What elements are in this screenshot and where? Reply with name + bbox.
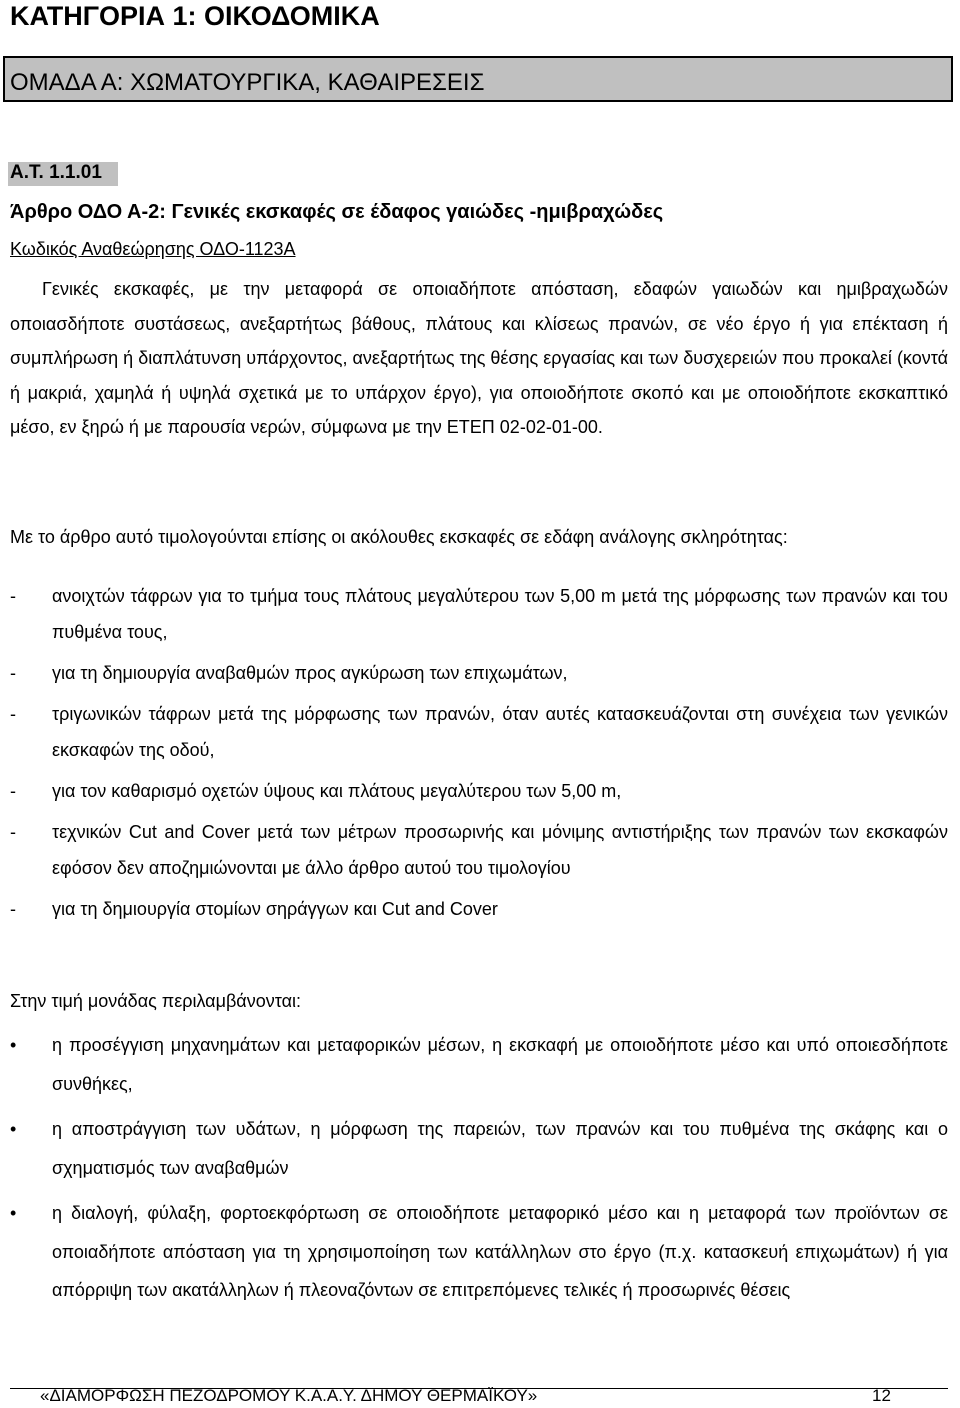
list-item bbox=[0, 773, 948, 809]
bullet-icon: • bbox=[10, 1119, 17, 1139]
list-item-text: ανοιχτών τάφρων για το τμήμα τους πλάτους μεγαλύτερου των 5,00 m μετά της μόρφωσης των πρανών και του πυθμένα τους, bbox=[52, 586, 948, 642]
list-item bbox=[0, 578, 948, 650]
group-title: ΟΜΑΔΑ Α: ΧΩΜΑΤΟΥΡΓΙΚΑ, ΚΑΘΑΙΡΕΣΕΙΣ bbox=[10, 69, 485, 96]
article-description: Γενικές εκσκαφές, με την μεταφορά σε οποιαδήποτε απόσταση, εδαφών γαιωδών και ημιβραχωδών οποιασδήποτε συστάσεως, ανεξαρτήτως βάθους, πλάτους και κλίσεως πρανών, σε νέο έργο ή για επέκταση ή συμπλήρωση ή διαπλάτυνση υπάρχοντος, ανεξαρτήτως της θέσης εργασίας και των δυσχερειών που προκαλεί (κοντά ή μακριά, χαμηλά ή υψηλά σχετικά με το υπάρχον έργο), για οποιοδήποτε σκοπό και με οποιοδήποτε εκσκαπτικό μέσο, εν ξηρώ ή με παρουσία νερών, σύμφωνα με την ΕΤΕΠ 02-02-01-00. bbox=[10, 279, 948, 437]
dash-marker: - bbox=[10, 781, 16, 801]
list-item-text: για τη δημιουργία αναβαθμών προς αγκύρωση των επιχωμάτων, bbox=[52, 663, 568, 683]
bullet-icon: • bbox=[10, 1203, 17, 1223]
bullet-list bbox=[0, 1026, 960, 1317]
revision-code: Κωδικός Αναθεώρησης ΟΔΟ-1123Α bbox=[10, 239, 296, 259]
page-number: 12 bbox=[872, 1386, 891, 1405]
footer-text: «ΔΙΑΜΟΡΦΩΣΗ ΠΕΖΟΔΡΟΜΟΥ Κ.Α.Α.Υ. ΔΗΜΟΥ ΘΕΡΜΑΪΚΟΥ» bbox=[40, 1386, 538, 1405]
list-item-text: η αποστράγγιση των υδάτων, η μόρφωση της παρειών, των πρανών και του πυθμένα της σκάφης και ο σχηματισμός των αναβαθμών bbox=[52, 1119, 948, 1178]
list-item-text: η προσέγγιση μηχανημάτων και μεταφορικών μέσων, η εκσκαφή με οποιοδήποτε μέσο και υπό οποιεσδήποτε συνθήκες, bbox=[52, 1035, 948, 1094]
list-item bbox=[0, 891, 948, 927]
dash-marker: - bbox=[10, 704, 16, 724]
list-item-text: η διαλογή, φύλαξη, φορτοεκφόρτωση σε οποιοδήποτε μεταφορικό μέσο και η μεταφορά των προϊόντων σε οποιαδήποτε απόσταση για τη χρησιμοποίηση των κατάλληλων στο έργο (π.χ. κατασκευή επιχωμάτων) ή για απόρριψη των ακατάλληλων ή πλεοναζόντων σε επιτρεπόμενες τελικές ή προσωρινές θέσεις bbox=[52, 1203, 948, 1300]
list-item-text: για τη δημιουργία στομίων σηράγγων και Cut and Cover bbox=[52, 899, 498, 919]
list-item-text: για τον καθαρισμό οχετών ύψους και πλάτους μεγαλύτερου των 5,00 m, bbox=[52, 781, 622, 801]
dash-marker: - bbox=[10, 663, 16, 683]
included-label: Στην τιμή μονάδας περιλαμβάνονται: bbox=[10, 991, 301, 1011]
list-item bbox=[0, 696, 948, 768]
dash-marker: - bbox=[10, 899, 16, 919]
list-item bbox=[0, 1026, 948, 1103]
dash-marker: - bbox=[10, 822, 16, 842]
list-item-text: τριγωνικών τάφρων μετά της μόρφωσης των πρανών, όταν αυτές κατασκευάζονται στη συνέχεια των γενικών εκσκαφών της οδού, bbox=[52, 704, 948, 760]
list-item bbox=[0, 1194, 948, 1310]
list-item bbox=[0, 814, 948, 886]
article-code: Α.Τ. 1.1.01 bbox=[10, 162, 102, 183]
list-item-text: τεχνικών Cut and Cover μετά των μέτρων προσωρινής και μόνιμης αντιστήριξης των πρανών των εκσκαφών εφόσον δεν αποζημιώνονται με άλλο άρθρο αυτού του τιμολογίου bbox=[52, 822, 948, 878]
list-item bbox=[0, 655, 948, 691]
article-title: Άρθρο ΟΔΟ Α-2: Γενικές εκσκαφές σε έδαφος γαιώδες -ημιβραχώδες bbox=[10, 201, 664, 223]
list-item bbox=[0, 1110, 948, 1187]
dash-list bbox=[0, 578, 960, 932]
intro-text: Με το άρθρο αυτό τιμολογούνται επίσης οι ακόλουθες εκσκαφές σε εδάφη ανάλογης σκληρότητας: bbox=[10, 527, 788, 547]
bullet-icon: • bbox=[10, 1035, 17, 1055]
dash-marker: - bbox=[10, 586, 16, 606]
category-title: ΚΑΤΗΓΟΡΙΑ 1: ΟΙΚΟΔΟΜΙΚΑ bbox=[10, 1, 380, 31]
